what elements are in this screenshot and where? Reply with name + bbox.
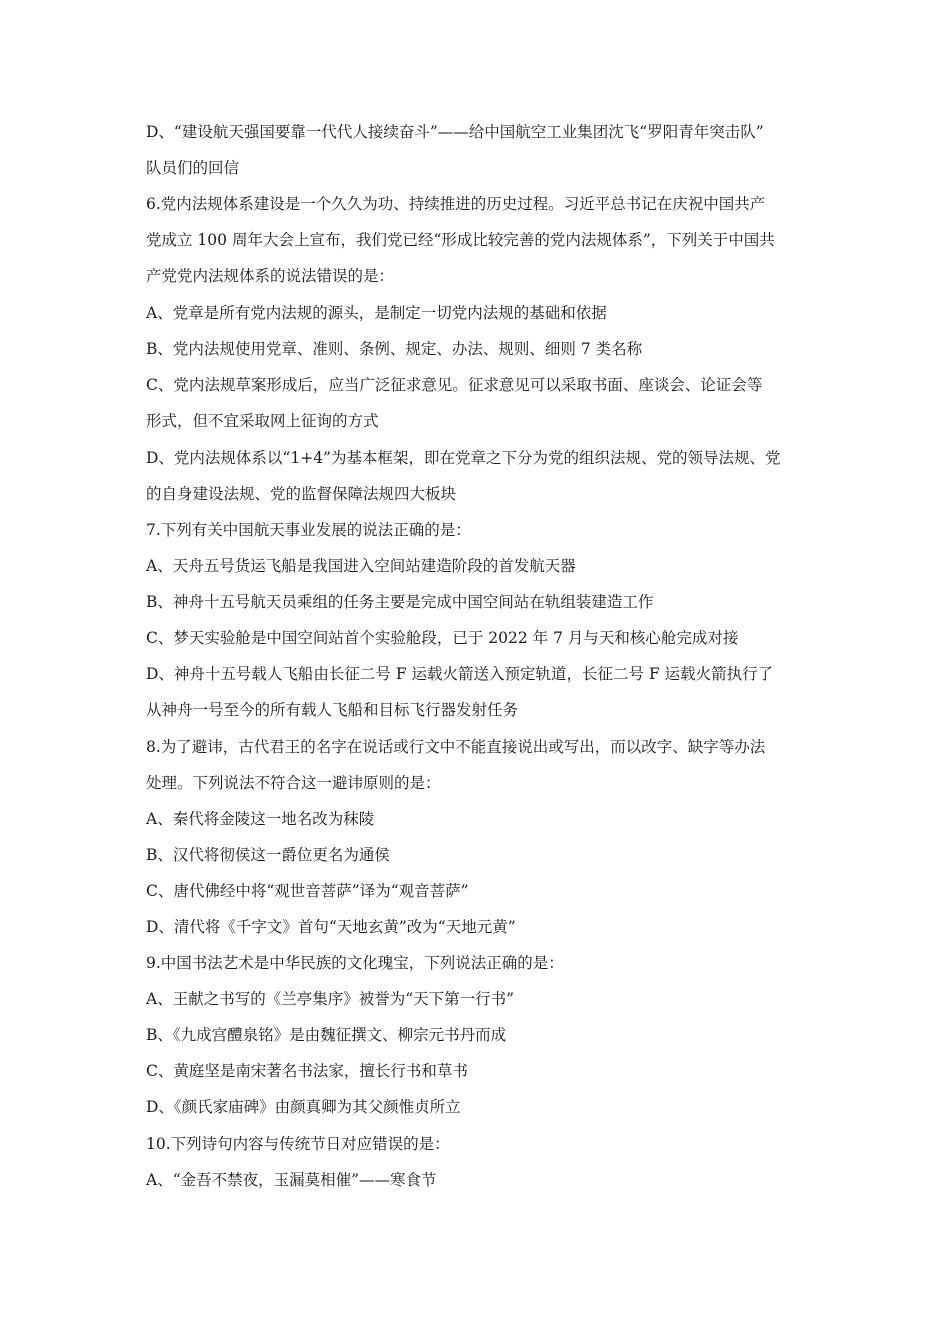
option-d-q5-line2: 队员们的回信 <box>146 159 240 177</box>
option-b-q9: B、《九成宫醴泉铭》是由魏征撰文、柳宗元书丹而成 <box>146 1026 507 1044</box>
question-8-line1: 8.为了避讳，古代君王的名字在说话或行文中不能直接说出或写出，而以改字、缺字等办法 <box>146 738 766 756</box>
question-6-line3: 产党党内法规体系的说法错误的是： <box>146 267 395 285</box>
question-6-line2: 党成立 100 周年大会上宣布，我们党已经“形成比较完善的党内法规体系”，下列关于中国共 <box>146 231 775 249</box>
option-b-q7: B、神舟十五号航天员乘组的任务主要是完成中国空间站在轨组装建造工作 <box>146 593 654 611</box>
question-9: 9.中国书法艺术是中华民族的文化瑰宝，下列说法正确的是： <box>146 954 564 972</box>
option-a-q9: A、王献之书写的《兰亭集序》被誉为“天下第一行书” <box>146 990 515 1008</box>
option-c-q8: C、唐代佛经中将“观世音菩萨”译为“观音菩萨” <box>146 882 469 900</box>
question-10: 10.下列诗句内容与传统节日对应错误的是： <box>146 1135 450 1153</box>
option-c-q6-line2: 形式，但不宜采取网上征询的方式 <box>146 412 379 430</box>
option-d-q6-line2: 的自身建设法规、党的监督保障法规四大板块 <box>146 485 457 503</box>
option-d-q6-line1: D、党内法规体系以“1+4”为基本框架，即在党章之下分为党的组织法规、党的领导法规、党 <box>146 449 781 467</box>
option-d-q7-line1: D、神舟十五号载人飞船由长征二号 F 运载火箭送入预定轨道，长征二号 F 运载火箭执行了 <box>146 665 774 683</box>
option-c-q7: C、梦天实验舱是中国空间站首个实验舱段，已于 2022 年 7 月与天和核心舱完成对接 <box>146 629 739 647</box>
option-b-q6: B、党内法规使用党章、准则、条例、规定、办法、规则、细则 7 类名称 <box>146 340 643 358</box>
option-a-q10: A、“金吾不禁夜，玉漏莫相催”——寒食节 <box>146 1171 437 1189</box>
option-d-q5-line1: D、“建设航天强国要靠一代代人接续奋斗”——给中国航空工业集团沈飞“罗阳青年突击队” <box>146 123 764 141</box>
option-d-q9: D、《颜氏家庙碑》由颜真卿为其父颜惟贞所立 <box>146 1098 461 1116</box>
option-d-q7-line2: 从神舟一号至今的所有载人飞船和目标飞行器发射任务 <box>146 701 519 719</box>
question-6-line1: 6.党内法规体系建设是一个久久为功、持续推进的历史过程。习近平总书记在庆祝中国共产 <box>146 195 766 213</box>
option-c-q9: C、黄庭坚是南宋著名书法家，擅长行书和草书 <box>146 1062 468 1080</box>
option-a-q7: A、天舟五号货运飞船是我国进入空间站建造阶段的首发航天器 <box>146 557 576 575</box>
question-8-line2: 处理。下列说法不符合这一避讳原则的是： <box>146 774 441 792</box>
option-c-q6-line1: C、党内法规草案形成后，应当广泛征求意见。征求意见可以采取书面、座谈会、论证会等 <box>146 376 763 394</box>
question-7: 7.下列有关中国航天事业发展的说法正确的是： <box>146 521 471 539</box>
option-b-q8: B、汉代将彻侯这一爵位更名为通侯 <box>146 846 390 864</box>
option-d-q8: D、清代将《千字文》首句“天地玄黄”改为“天地元黄” <box>146 918 516 936</box>
option-a-q8: A、秦代将金陵这一地名改为秣陵 <box>146 810 375 828</box>
option-a-q6: A、党章是所有党内法规的源头，是制定一切党内法规的基础和依据 <box>146 304 607 322</box>
